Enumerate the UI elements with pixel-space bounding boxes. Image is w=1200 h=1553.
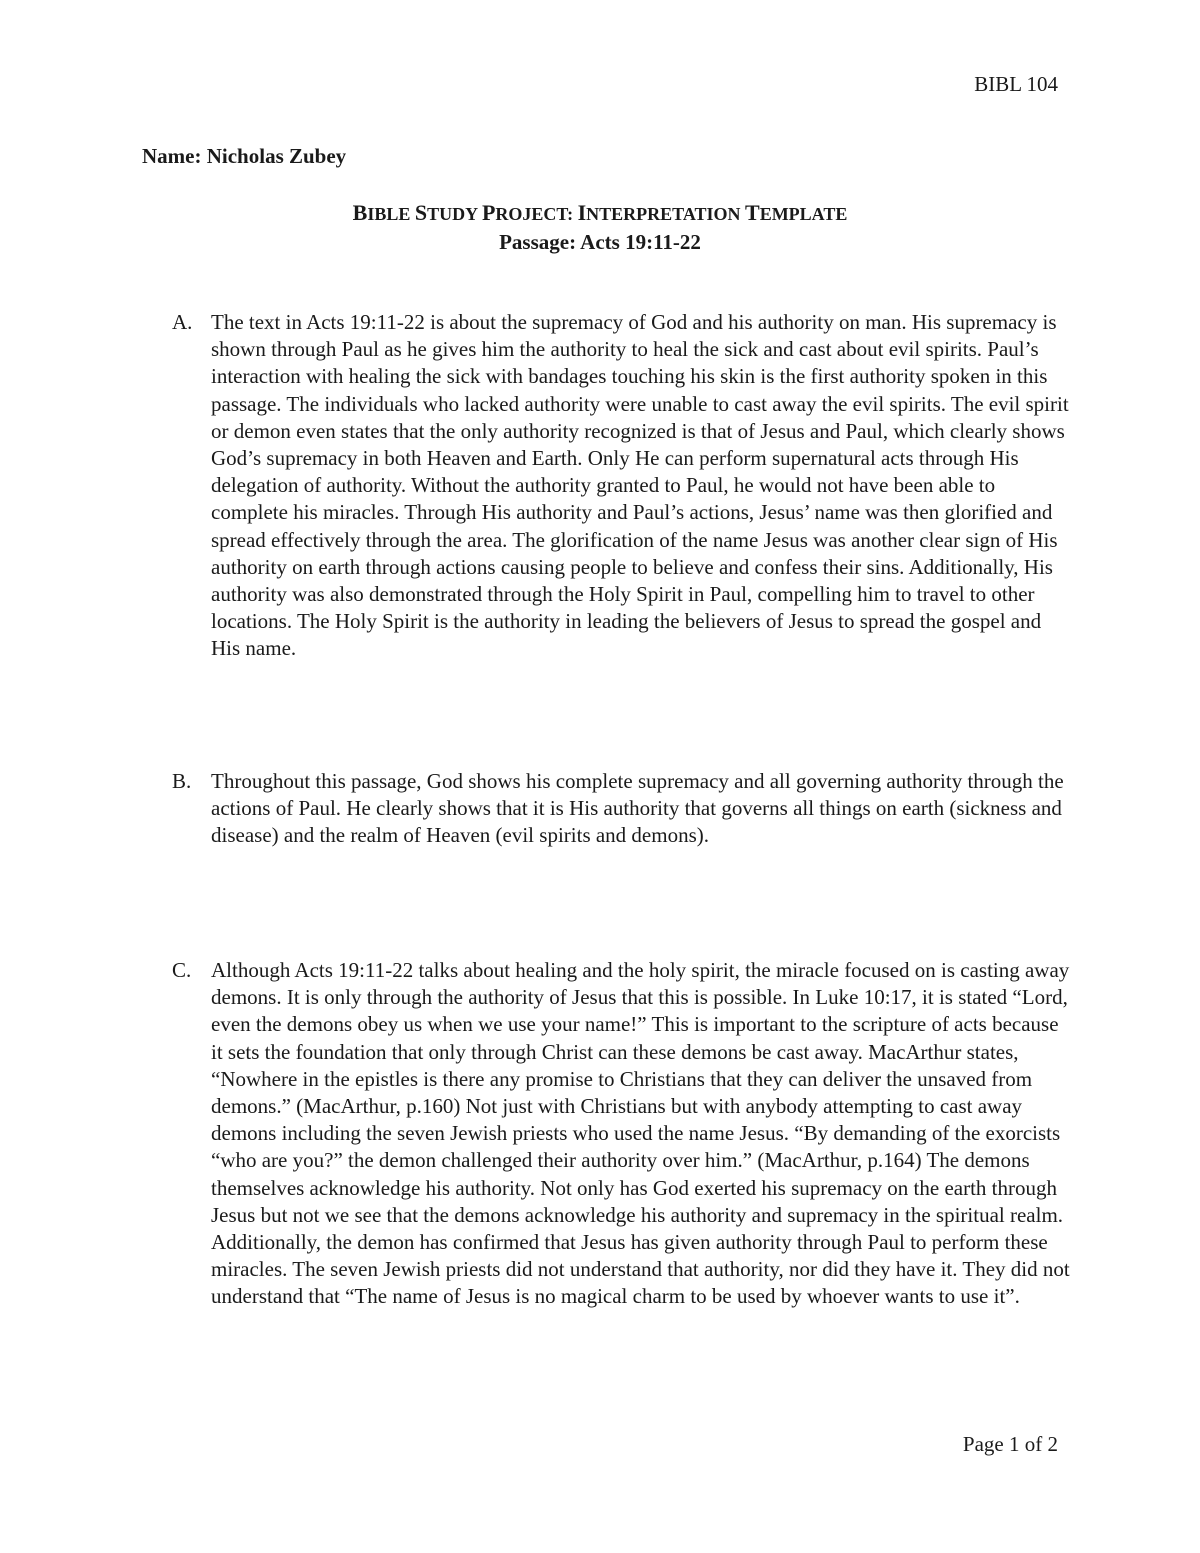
- section-c: [172, 957, 1072, 1311]
- student-name-line: [142, 144, 346, 169]
- title-block: [0, 199, 1200, 256]
- section-text: Throughout this passage, God shows his complete supremacy and all governing authority through the actions of Paul. He clearly shows that it is His authority that governs all things on earth (sickness and disease) and the realm of Heaven (evil spirits and demons).: [211, 769, 1064, 848]
- title-word: BIBLE: [352, 200, 411, 225]
- section-letter: C.: [172, 958, 192, 982]
- section-letter: B.: [172, 769, 192, 793]
- section-text: Although Acts 19:11-22 talks about healing and the holy spirit, the miracle focused on is casting away demons. It is only through the authority of Jesus that this is possible. In Luke 10:17, it is stated “Lord, even the demons obey us when we use your name!” This is important to the scripture of acts because it sets the foundation that only through Christ can these demons be cast away. MacArthur states, “Nowhere in the epistles is there any promise to Christians that they can deliver the unsaved from demons.” (MacArthur, p.160) Not just with Christians but with anybody attempting to cast away demons including the seven Jewish priests who used the name Jesus. “By demanding of the exorcists “who are you?” the demon challenged their authority over him.” (MacArthur, p.164) The demons themselves acknowledge his authority. Not only has God exerted his supremacy on the earth through Jesus but not we see that the demons acknowledge his authority and supremacy in the spiritual realm. Additionally, the demon has confirmed that Jesus has given authority through Paul to perform these miracles. The seven Jewish priests did not understand that authority, nor did they have it. They did not understand that “The name of Jesus is no magical charm to be used by whoever wants to use it”.: [211, 958, 1070, 1309]
- name-label: Name:: [142, 144, 202, 168]
- page-number: Page 1 of 2: [962, 1432, 1058, 1456]
- passage-reference: Passage: Acts 19:11-22: [499, 230, 701, 254]
- title-word: PROJECT:: [481, 200, 574, 225]
- course-code: BIBL 104: [974, 72, 1058, 96]
- section-letter: A.: [172, 310, 193, 334]
- section-text: The text in Acts 19:11-22 is about the supremacy of God and his authority on man. His supremacy is shown through Paul as he gives him the authority to heal the sick and cast about evil spirits. Paul’s interaction with healing the sick with bandages touching his skin is the first authority spoken in this passage. The individuals who lacked authority were unable to cast away the evil spirits. The evil spirit or demon even states that the only authority recognized is that of Jesus and Paul, which clearly shows God’s supremacy in both Heaven and Earth. Only He can perform supernatural acts through His delegation of authority. Without the authority granted to Paul, he would not have been able to complete his miracles. Through His authority and Paul’s actions, Jesus’ name was then glorified and spread effectively through the area. The glorification of the name Jesus was another clear sign of His authority on earth through actions causing people to believe and confess their sins. Additionally, His authority was also demonstrated through the Holy Spirit in Paul, compelling him to travel to other locations. The Holy Spirit is the authority in leading the believers of Jesus to spread the gospel and His name.: [211, 310, 1069, 661]
- title-word: INTERPRETATION: [577, 200, 741, 225]
- section-b: [172, 768, 1072, 850]
- title-word: STUDY: [414, 200, 478, 225]
- document-title: [0, 199, 1200, 228]
- title-word: TEMPLATE: [745, 200, 848, 225]
- student-name: Nicholas Zubey: [206, 144, 347, 168]
- section-a: [172, 309, 1072, 663]
